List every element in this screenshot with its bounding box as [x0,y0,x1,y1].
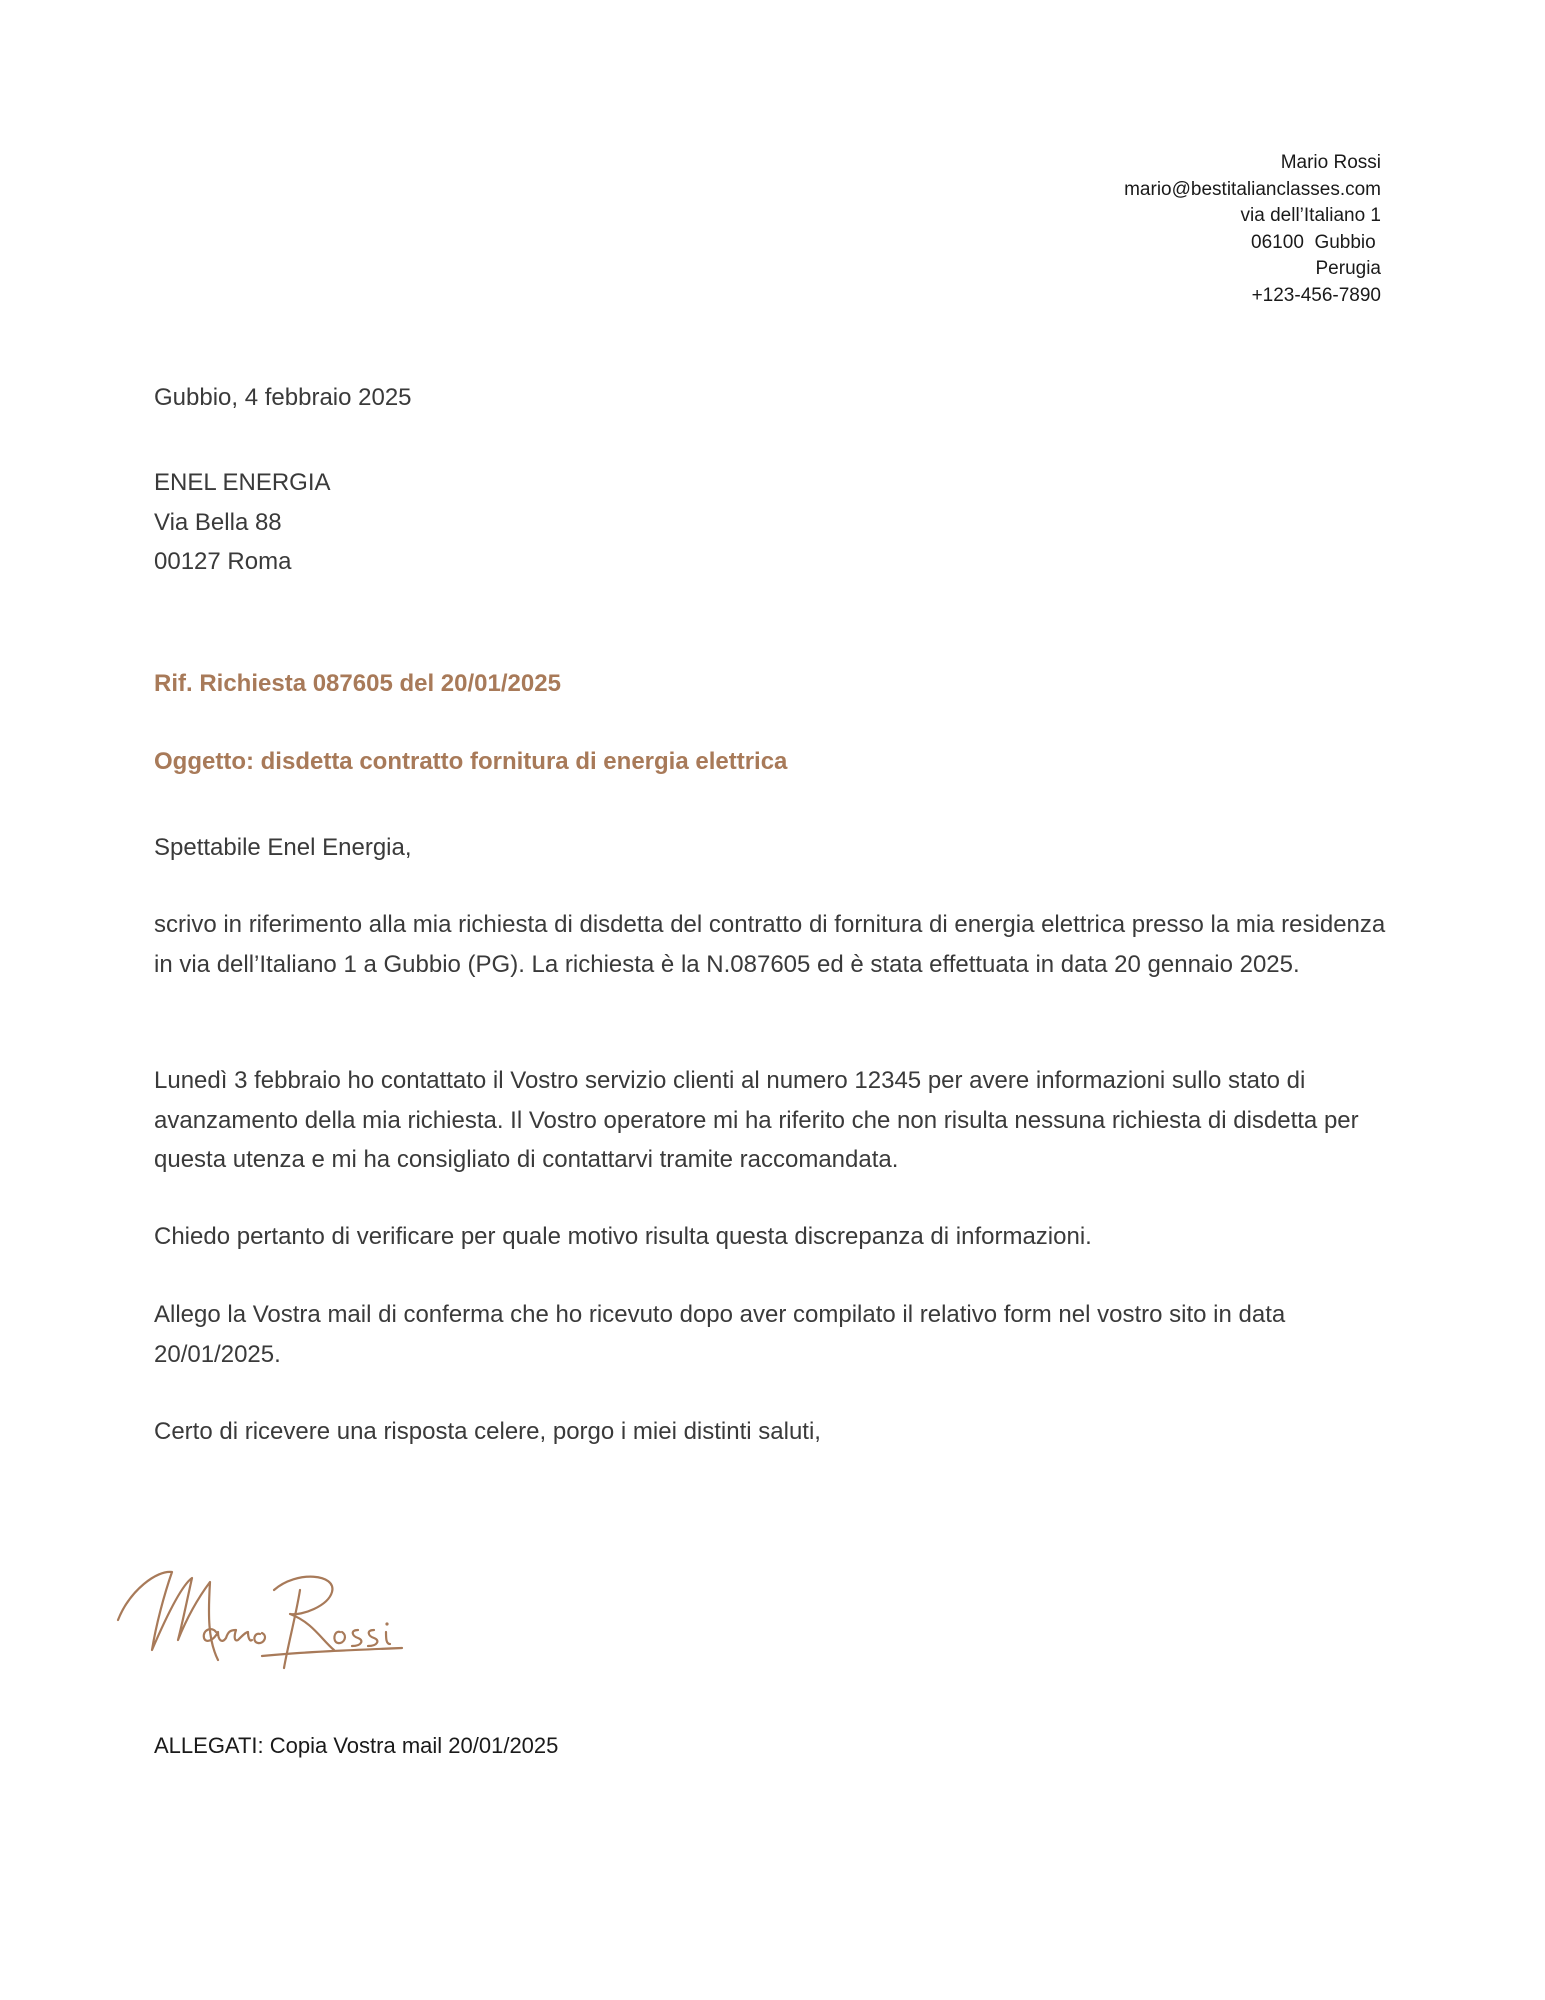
body-paragraph: Lunedì 3 febbraio ho contattato il Vostro servizio clienti al numero 12345 per avere informazioni sullo stato di avanzamento della mia richiesta. Il Vostro operatore mi ha riferito che non risulta nessuna richiesta di disdetta per questa utenza e mi ha consigliato di contattarvi tramite raccomandata. [154,1067,1359,1173]
sender-city: 06100 Gubbio [1251,231,1381,253]
body-paragraph: Chiedo pertanto di verificare per quale motivo risulta questa discrepanza di informazioni. [154,1223,1092,1250]
subject-line: Oggetto: disdetta contratto fornitura di energia elettrica [154,748,788,775]
closing-line: Certo di ricevere una risposta celere, porgo i miei distinti saluti, [154,1418,821,1445]
sender-block [1124,150,1381,309]
sender-email: mario@bestitalianclasses.com [1124,178,1381,200]
sender-phone: +123-456-7890 [1251,284,1381,306]
letter-date: Gubbio, 4 febbraio 2025 [154,384,412,411]
body-paragraph: scrivo in riferimento alla mia richiesta di disdetta del contratto di fornitura di energia elettrica presso la mia residenza in via dell’Italiano 1 a Gubbio (PG). La richiesta è la N.087605 ed è stata effettuata in data 20 gennaio 2025. [154,911,1386,978]
recipient-name: ENEL ENERGIA [154,469,331,496]
salutation: Spettabile Enel Energia, [154,834,412,861]
handwritten-signature [112,1560,412,1675]
body-paragraph: Allego la Vostra mail di conferma che ho ricevuto dopo aver compilato il relativo form nel vostro sito in data 20/01/2025. [154,1301,1286,1368]
attachments-line: ALLEGATI: Copia Vostra mail 20/01/2025 [154,1733,559,1758]
sender-street: via dell’Italiano 1 [1240,205,1381,226]
recipient-city: 00127 Roma [154,548,292,575]
sender-province: Perugia [1315,258,1381,279]
recipient-block [154,463,331,582]
sender-name: Mario Rossi [1280,152,1381,173]
recipient-street: Via Bella 88 [154,508,282,536]
reference-line: Rif. Richiesta 087605 del 20/01/2025 [154,670,561,697]
